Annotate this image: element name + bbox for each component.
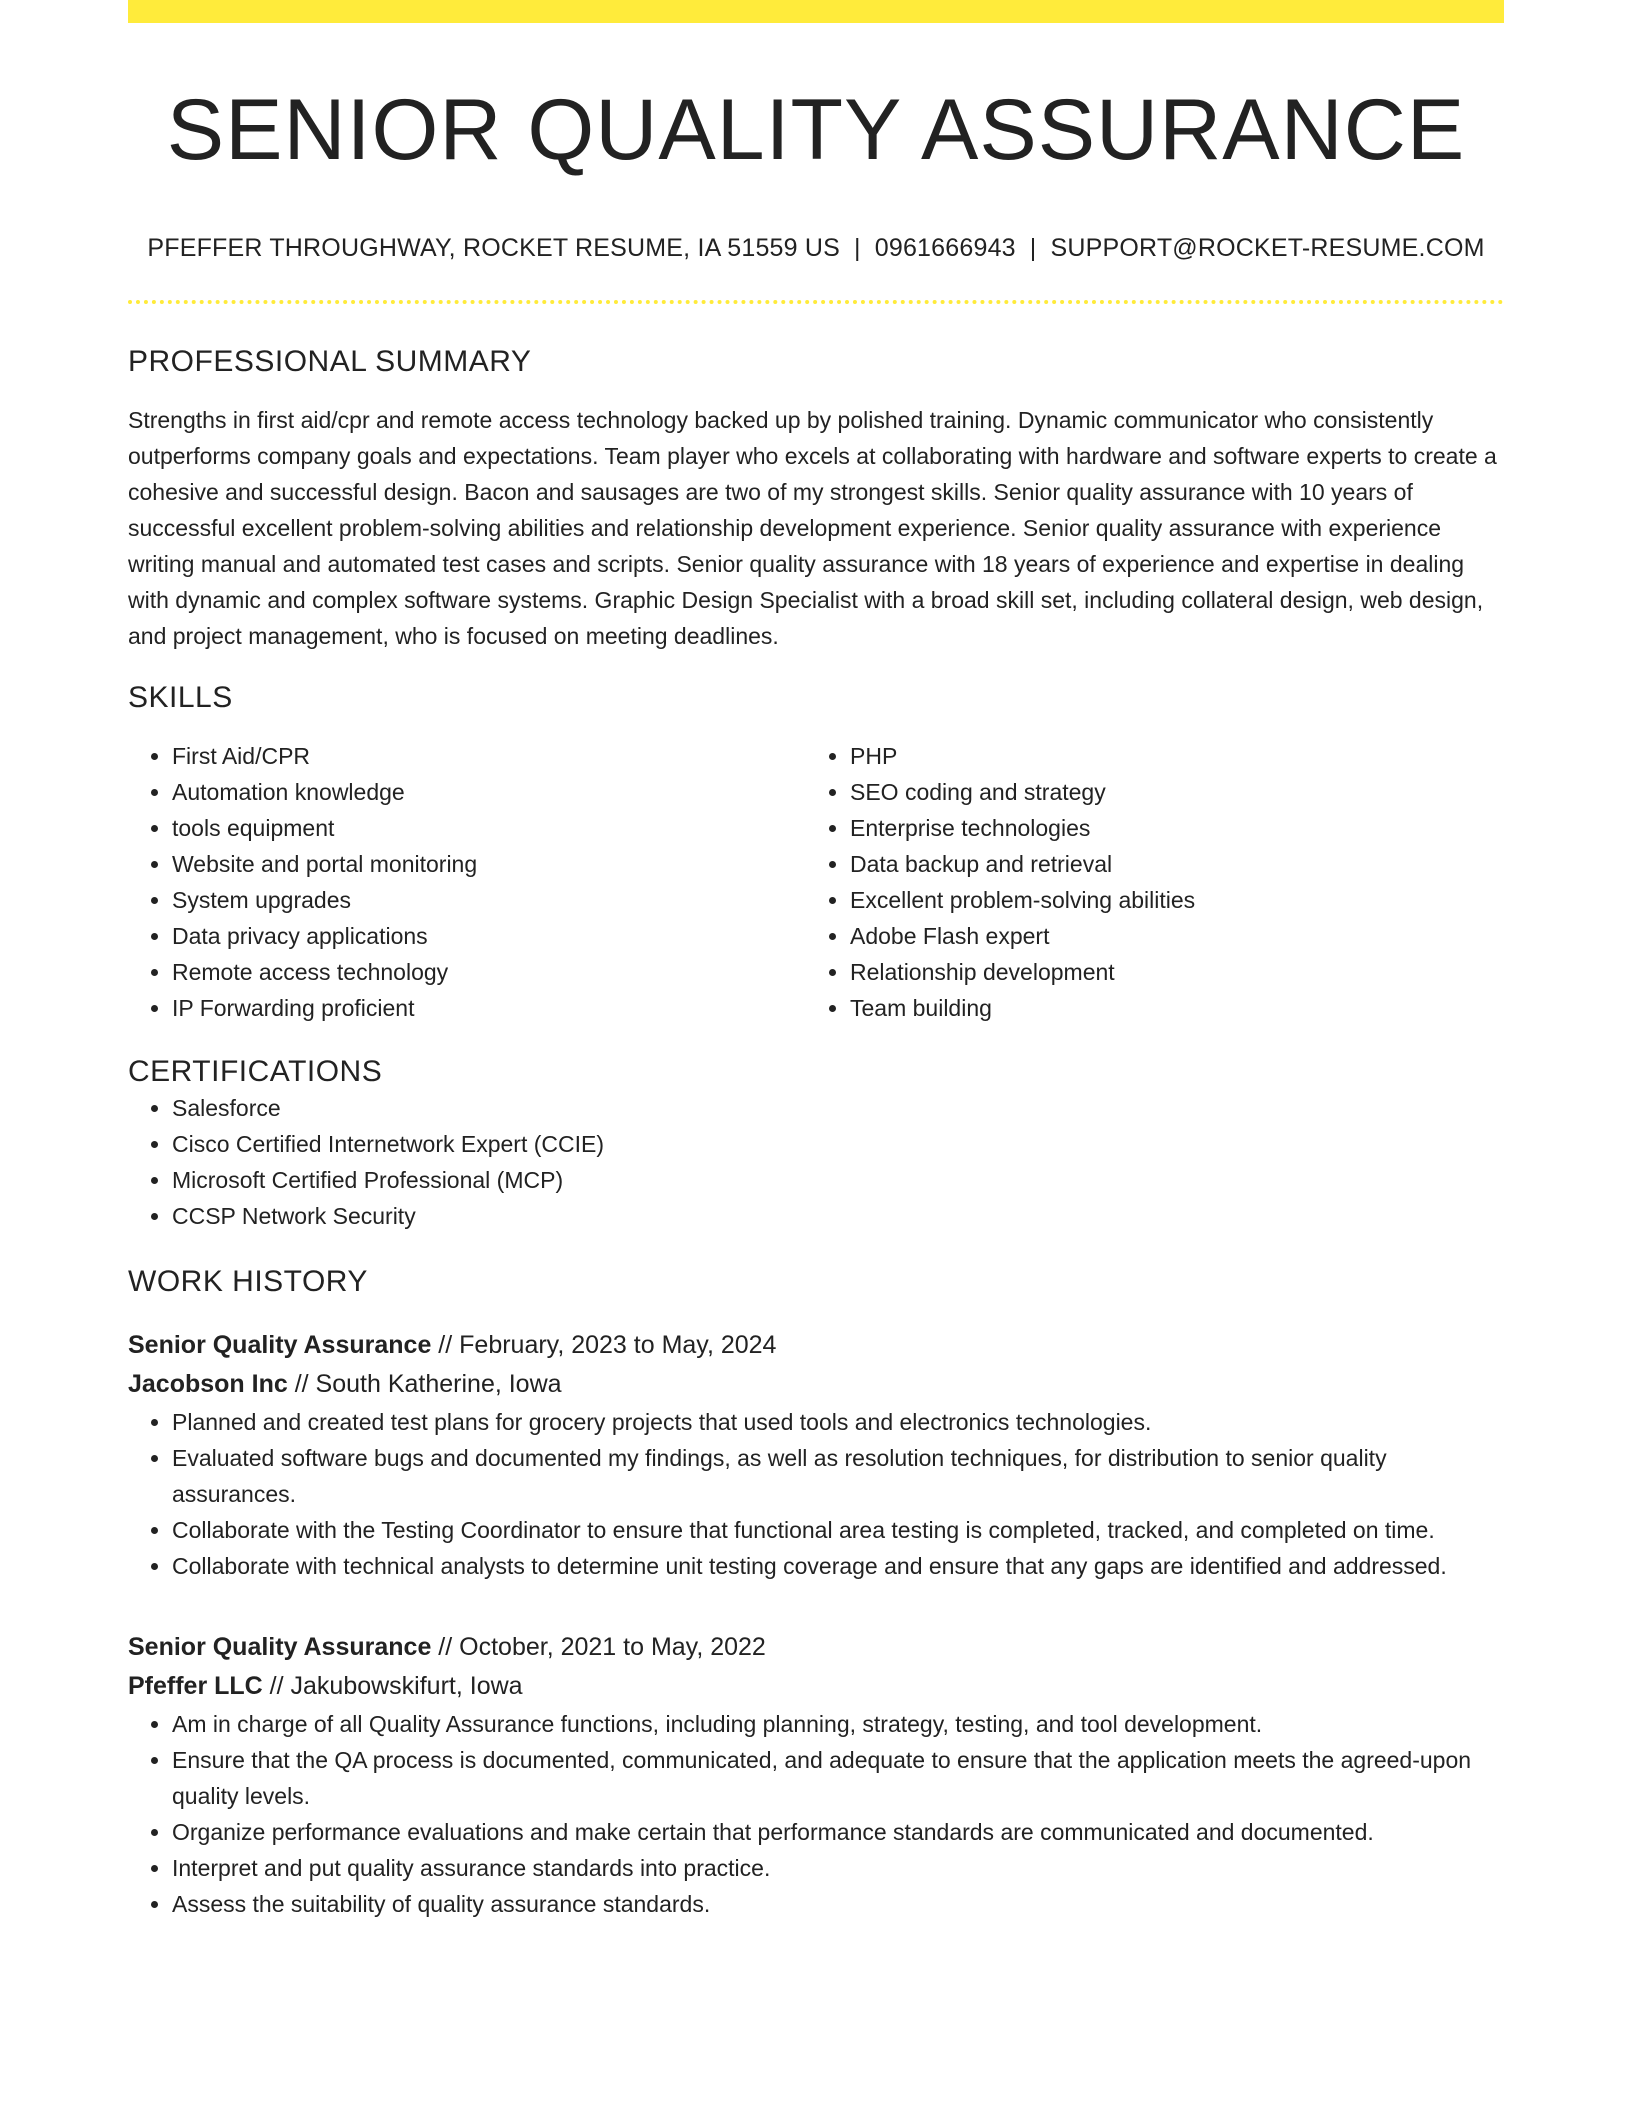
- job-bullet: • Interpret and put quality assurance standards into practice.: [172, 1850, 1504, 1886]
- job-dates: // February, 2023 to May, 2024: [431, 1331, 777, 1359]
- skill-item: • Data backup and retrieval: [850, 846, 1484, 882]
- certification-item: • Microsoft Certified Professional (MCP): [172, 1162, 1504, 1198]
- dotted-divider: [128, 300, 1504, 304]
- skill-item: • System upgrades: [172, 882, 806, 918]
- job-position: Senior Quality Assurance: [128, 1331, 432, 1359]
- job-bullet: • Collaborate with the Testing Coordinator to ensure that functional area testing is completed, tracked, and completed on time.: [172, 1512, 1504, 1548]
- skill-item: • SEO coding and strategy: [850, 774, 1484, 810]
- skill-item: • Team building: [850, 990, 1484, 1026]
- certification-item: • Cisco Certified Internetwork Expert (CCIE): [172, 1126, 1504, 1162]
- job-bullet: • Am in charge of all Quality Assurance functions, including planning, strategy, testing, and tool development.: [172, 1706, 1504, 1742]
- skill-item: • Enterprise technologies: [850, 810, 1484, 846]
- summary-heading: PROFESSIONAL SUMMARY: [128, 345, 532, 378]
- resume-title: SENIOR QUALITY ASSURANCE: [166, 82, 1466, 178]
- job-bullet-list: [128, 1404, 1504, 1584]
- skill-item: • Website and portal monitoring: [172, 846, 806, 882]
- skill-item: • Adobe Flash expert: [850, 918, 1484, 954]
- skill-item: • First Aid/CPR: [172, 738, 806, 774]
- summary-text: Strengths in first aid/cpr and remote access technology backed up by polished training. Dynamic communicator who consistently outperforms company goals and expectations. Team player who excels at collaborating with hardware and software experts to create a cohesive and successful design. Bacon and sausages are two of my strongest skills. Senior quality assurance with 10 years of successful excellent problem-solving abilities and relationship development experience. Senior quality assurance with experience writing manual and automated test cases and scripts. Senior quality assurance with 18 years of experience and expertise in dealing with dynamic and complex software systems. Graphic Design Specialist with a broad skill set, including collateral design, web design, and project management, who is focused on meeting deadlines.: [128, 407, 1497, 649]
- job-entry: [128, 1628, 1504, 1922]
- contact-line: [128, 232, 1504, 264]
- skills-list-right: [806, 738, 1484, 1026]
- skills-column-right: [806, 738, 1484, 1026]
- job-company: Pfeffer LLC: [128, 1672, 263, 1700]
- job-bullet: • Collaborate with technical analysts to determine unit testing coverage and ensure that any gaps are identified and addressed.: [172, 1548, 1504, 1584]
- work-history-list: [128, 1326, 1504, 1922]
- job-bullet: • Evaluated software bugs and documented my findings, as well as resolution techniques, for distribution to senior quality assurances.: [172, 1440, 1504, 1512]
- contact-email: SUPPORT@ROCKET-RESUME.COM: [1050, 234, 1485, 262]
- resume-content: [128, 0, 1504, 1922]
- skill-item: • Data privacy applications: [172, 918, 806, 954]
- job-entry: [128, 1326, 1504, 1584]
- job-bullet: • Organize performance evaluations and make certain that performance standards are communicated and documented.: [172, 1814, 1504, 1850]
- job-bullet-list: [128, 1706, 1504, 1922]
- skill-item: • PHP: [850, 738, 1484, 774]
- work-history-heading: WORK HISTORY: [128, 1265, 368, 1298]
- skills-list-left: [128, 738, 806, 1026]
- skills-heading: SKILLS: [128, 681, 233, 714]
- skill-item: • Excellent problem-solving abilities: [850, 882, 1484, 918]
- job-company: Jacobson Inc: [128, 1370, 288, 1398]
- job-position: Senior Quality Assurance: [128, 1633, 432, 1661]
- contact-separator: |: [1029, 234, 1037, 262]
- skill-item: • Automation knowledge: [172, 774, 806, 810]
- job-title-line: [128, 1628, 1504, 1667]
- job-dates: // October, 2021 to May, 2022: [431, 1633, 766, 1661]
- job-company-line: [128, 1365, 1504, 1404]
- contact-phone: 0961666943: [874, 234, 1016, 262]
- contact-separator: |: [854, 234, 861, 262]
- job-title-line: [128, 1326, 1504, 1365]
- certification-item: • Salesforce: [172, 1090, 1504, 1126]
- certifications-heading: CERTIFICATIONS: [128, 1055, 383, 1088]
- skill-item: • tools equipment: [172, 810, 806, 846]
- certifications-list: [128, 1090, 1504, 1234]
- job-bullet: • Planned and created test plans for grocery projects that used tools and electronics technologies.: [172, 1404, 1504, 1440]
- certification-item: • CCSP Network Security: [172, 1198, 1504, 1234]
- job-bullet: • Assess the suitability of quality assurance standards.: [172, 1886, 1504, 1922]
- contact-address: PFEFFER THROUGHWAY, ROCKET RESUME, IA 51559 US: [147, 234, 841, 262]
- skill-item: • Relationship development: [850, 954, 1484, 990]
- skills-columns: [128, 738, 1504, 1026]
- job-company-line: [128, 1667, 1504, 1706]
- job-bullet: • Ensure that the QA process is documented, communicated, and adequate to ensure that the application meets the agreed-upon quality levels.: [172, 1742, 1504, 1814]
- job-location: // South Katherine, Iowa: [287, 1370, 562, 1398]
- skill-item: • Remote access technology: [172, 954, 806, 990]
- job-location: // Jakubowskifurt, Iowa: [262, 1672, 523, 1700]
- skill-item: • IP Forwarding proficient: [172, 990, 806, 1026]
- skills-column-left: [128, 738, 806, 1026]
